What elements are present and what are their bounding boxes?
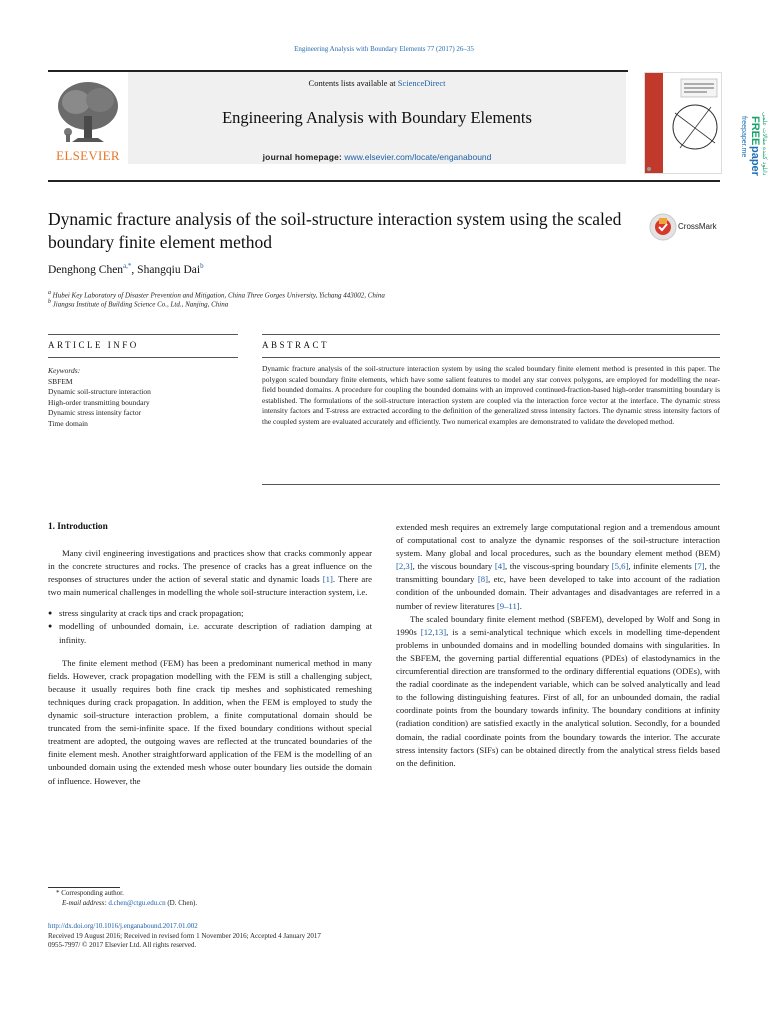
author-separator: , bbox=[131, 263, 138, 276]
affiliation-b bbox=[48, 299, 228, 308]
received-dates: Received 19 August 2016; Received in revised form 1 November 2016; Accepted 4 January 2017 bbox=[48, 931, 321, 940]
abstract-top-rule bbox=[262, 334, 720, 335]
crossmark-icon bbox=[648, 212, 678, 242]
abstract-mid-rule bbox=[262, 357, 720, 358]
citation-link[interactable]: [1] bbox=[322, 574, 333, 585]
challenge-list bbox=[48, 607, 372, 646]
intro-paragraph-3: extended mesh requires an extremely large computational region and a tremendous amount of computational cost to analyze the dynamic responses of the soil-structure interaction system. Many global and local procedures, such as the boundary element method (BEM) [2,3], the viscous boundary [4], the viscous-spring boundary [5,6], infinite elements [7], the transmitting boundary [8], etc, have been developed to take into account of the radiation condition of the unbounded domain. Their advantages and disadvantages are referred in a number of review literatures [9–11]. bbox=[396, 522, 720, 611]
journal-title: Engineering Analysis with Boundary Elements bbox=[222, 108, 532, 127]
citation-link[interactable]: [2,3] bbox=[396, 561, 413, 572]
email-label: E-mail address: bbox=[62, 899, 107, 907]
footnote-rule bbox=[48, 887, 120, 888]
paper-brand-text: paper bbox=[749, 146, 760, 176]
intro-heading: 1. Introduction bbox=[48, 522, 108, 532]
list-item: ● stress singularity at crack tips and crack propagation; bbox=[48, 607, 372, 620]
intro-paragraph-2: The finite element method (FEM) has been a predominant numerical method in many fields. However, crack propagation modelling with the FEM is still a challenging subject, because it usually requires both fine crack tip meshes and sophisticated remeshing techniques during crack propagation. In addition, when the FEM is employed to study the dynamic soil-structure interaction problem, a finite computational domain should be truncated from the semi-infinite space. If the fixed boundary conditions without special treatment are adopted, the outgoing waves are reflected at the truncated boundaries of the finite element mesh. Another straightforward application of the FEM is the modelling of an unbounded domain using the extended mesh whose outer boundary lies outside the domain of influence. However, the bbox=[48, 657, 372, 786]
abstract-heading: ABSTRACT bbox=[262, 340, 330, 350]
list-item: ● modelling of unbounded domain, i.e. accurate description of radiation damping at infinity. bbox=[48, 620, 372, 646]
affil-text: Hubei Key Laboratory of Disaster Prevention and Mitigation, China Three Gorges University, Yichang 443002, China bbox=[52, 291, 385, 300]
crossmark-badge[interactable] bbox=[648, 212, 720, 242]
affiliation-a bbox=[48, 290, 385, 299]
doi-link[interactable]: http://dx.doi.org/10.1016/j.enganabound.2017.01.002 bbox=[48, 922, 198, 930]
keyword-item: SBFEM bbox=[48, 376, 73, 386]
copyright-line: 0955-7997/ © 2017 Elsevier Ltd. All rights reserved. bbox=[48, 941, 197, 949]
email-suffix: (D. Chen). bbox=[165, 899, 198, 907]
keywords-label: Keywords: bbox=[48, 366, 81, 375]
citation-link[interactable]: [9–11] bbox=[496, 600, 520, 611]
keyword-item: Time domain bbox=[48, 418, 88, 428]
arabic-caption: دانلود کننده مقالات علمی bbox=[761, 112, 768, 176]
author-list bbox=[48, 262, 204, 276]
corresponding-text: Corresponding author. bbox=[61, 889, 124, 897]
citation-link[interactable]: [5,6] bbox=[611, 561, 629, 572]
author-name: Shangqiu Dai bbox=[137, 263, 201, 276]
journal-cover-icon[interactable] bbox=[644, 72, 722, 174]
keyword-item: Dynamic soil-structure interaction bbox=[48, 387, 151, 396]
free-brand-text: FREE bbox=[749, 116, 760, 146]
email-link[interactable]: d.chen@ctgu.edu.cn bbox=[108, 899, 166, 907]
freepaper-site-text: freepaper.me bbox=[740, 116, 747, 158]
sciencedirect-link[interactable]: ScienceDirect bbox=[397, 78, 446, 88]
freepaper-side-tag[interactable] bbox=[736, 112, 760, 232]
left-column bbox=[48, 547, 372, 788]
freepaper-logo-icon bbox=[736, 112, 760, 232]
affil-sup: a bbox=[48, 290, 51, 296]
crossmark-label: CrossMark bbox=[678, 222, 717, 231]
citation-link[interactable]: [8] bbox=[477, 574, 488, 585]
corresponding-footnote: * Corresponding author. bbox=[56, 889, 124, 897]
publication-info bbox=[48, 922, 321, 951]
intro-paragraph-1: Many civil engineering investigations and practices show that cracks commonly appear in the concrete structures and rocks. The presence of cracks has a great influence on the responses of structures under the action of several static and dynamic loads [1]. There are two main numerical challenges in modelling the whole soil-structure interaction system, i.e. bbox=[48, 548, 373, 598]
author-name: Denghong Chen bbox=[48, 263, 124, 276]
elsevier-wordmark: ELSEVIER bbox=[56, 148, 120, 163]
homepage-link[interactable]: www.elsevier.com/locate/enganabound bbox=[344, 152, 492, 162]
affil-sup: b bbox=[48, 299, 51, 305]
author-affil-sup[interactable]: a,* bbox=[123, 262, 132, 270]
intro-paragraph-4: The scaled boundary finite element method (SBFEM), developed by Wolf and Song in 1990s [12,13], is a semi-analytical technique which excels in modelling time-dependent problems in unbounded domains and in modelling bounded domains with singularities. In the SBFEM, the governing partial differential equations (PDEs) of elastodynamics in the circumferential direction are transformed to the ordinary differential equations (ODEs), with the radial coordinate as the independent variable, which can be solved analytically and lead to the following distinguishing features. First of all, for an unbounded domain, the radial coordinate points from the boundary towards infinity. The boundary conditions at infinity (radiation condition) are satisfied exactly in the analytical solution. Secondly, for a bounded domain, the radial coordinate points from the boundary towards the interior. The accurate stress intensity factors (SIFs) can be obtained directly from the analytical stress fields based on the definition. bbox=[396, 613, 720, 768]
freepaper-arabic-tag bbox=[760, 112, 768, 232]
contents-line bbox=[128, 78, 626, 88]
header-bottom-rule bbox=[48, 180, 720, 182]
journal-homepage bbox=[128, 152, 626, 162]
homepage-label: journal homepage: bbox=[262, 152, 343, 162]
citation-link[interactable]: [4] bbox=[494, 561, 505, 572]
abstract-text: Dynamic fracture analysis of the soil-structure interaction system by using the scaled boundary finite element method is presented in this paper. The polygon scaled boundary finite elements, which have some salient features to model any star convex polygons, are employed for modelling the near-field bounded domains. A procedure for coupling the bounded domains with an improved continued-fraction-based high-order transmitting boundary is established. The formulations of the soil-structure interaction system are coupled via the interaction force vector at the interface. The dynamic stress intensity factors and T-stress are extracted according to the definition of the generalized stress intensity factors. The dynamic stress intensity factors of the coupled system are evaluated accurately and efficiently. Two numerical examples are demonstrated to validate the developed method. bbox=[262, 364, 720, 426]
keywords-block bbox=[48, 366, 238, 429]
keyword-item: High-order transmitting boundary bbox=[48, 397, 150, 407]
article-info-heading: ARTICLE INFO bbox=[48, 340, 139, 350]
abstract-bottom-rule bbox=[262, 484, 720, 485]
email-footnote bbox=[62, 899, 197, 907]
keyword-item: Dynamic stress intensity factor bbox=[48, 408, 142, 417]
article-title: Dynamic fracture analysis of the soil-structure interaction system using the scaled boundary finite element method bbox=[48, 209, 622, 252]
article-info-mid-rule bbox=[48, 357, 238, 358]
author-affil-sup[interactable]: b bbox=[200, 262, 204, 270]
citation-link[interactable]: [7] bbox=[694, 561, 705, 572]
affil-text: Jiangsu Institute of Building Science Co., Ltd., Nanjing, China bbox=[52, 300, 229, 309]
citation-link[interactable]: [12,13] bbox=[420, 626, 447, 637]
right-column bbox=[396, 521, 720, 770]
journal-citation[interactable]: Engineering Analysis with Boundary Elements 77 (2017) 26–35 bbox=[294, 45, 474, 53]
article-info-top-rule bbox=[48, 334, 238, 335]
contents-prefix: Contents lists available at bbox=[308, 78, 398, 88]
